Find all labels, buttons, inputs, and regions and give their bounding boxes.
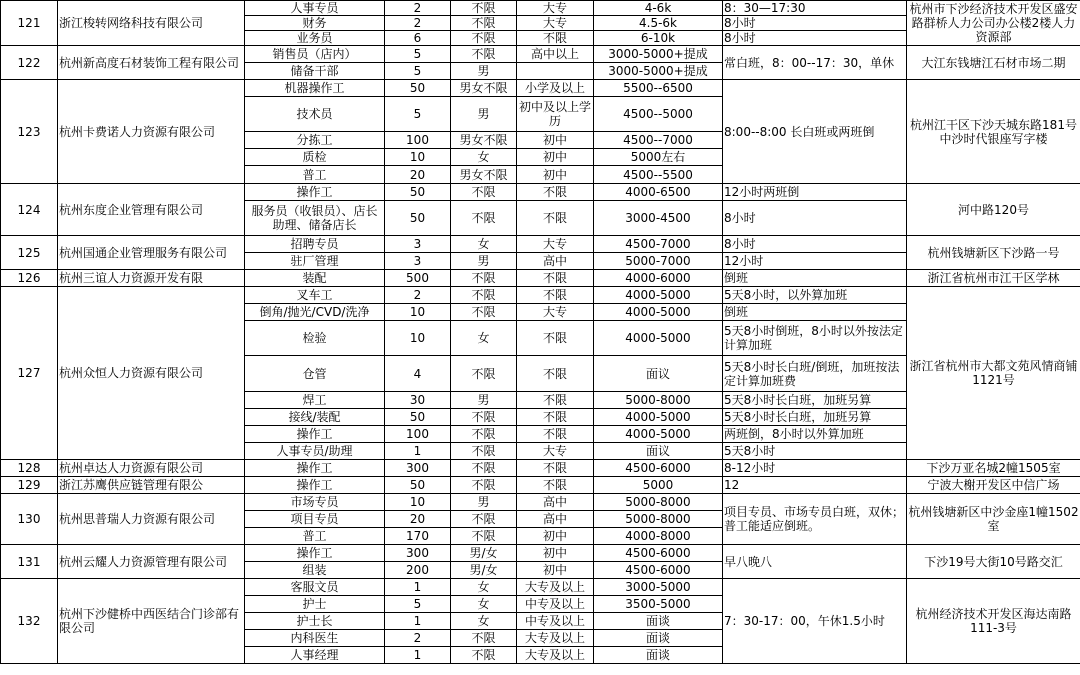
job-position: 普工 <box>245 528 385 545</box>
job-salary: 3000-5000+提成 <box>594 46 723 63</box>
job-sex: 男女不限 <box>451 166 517 184</box>
job-education: 小学及以上 <box>517 80 594 97</box>
work-hours: 项目专员、市场专员白班，双休；普工能适应倒班。 <box>723 494 907 545</box>
job-sex: 不限 <box>451 270 517 287</box>
job-education: 初中 <box>517 132 594 149</box>
job-count: 1 <box>385 579 451 596</box>
job-salary: 4500-7000 <box>594 236 723 253</box>
job-count: 200 <box>385 562 451 579</box>
work-hours: 12小时两班倒 <box>723 184 907 201</box>
job-count: 1 <box>385 443 451 460</box>
job-education: 初中 <box>517 166 594 184</box>
work-hours: 8小时 <box>723 201 907 236</box>
row-number: 125 <box>1 236 58 270</box>
company-name: 杭州思普瑞人力资源有限公司 <box>58 494 245 545</box>
job-position: 机器操作工 <box>245 80 385 97</box>
job-education: 不限 <box>517 409 594 426</box>
job-position: 装配 <box>245 270 385 287</box>
job-position: 操作工 <box>245 477 385 494</box>
company-name: 杭州云耀人力资源管理有限公司 <box>58 545 245 579</box>
job-education: 大专 <box>517 236 594 253</box>
company-name: 杭州国通企业管理服务有限公司 <box>58 236 245 270</box>
company-address: 下沙19号大街10号路交汇 <box>907 545 1080 579</box>
job-salary: 4500--5000 <box>594 97 723 132</box>
job-count: 2 <box>385 16 451 31</box>
job-sex: 不限 <box>451 356 517 392</box>
job-count: 100 <box>385 426 451 443</box>
table-row <box>1 460 1080 477</box>
work-hours: 早八晚八 <box>723 545 907 579</box>
job-position: 财务 <box>245 16 385 31</box>
job-position: 操作工 <box>245 460 385 477</box>
job-sex: 男 <box>451 97 517 132</box>
job-salary: 4.5-6k <box>594 16 723 31</box>
job-count: 50 <box>385 184 451 201</box>
job-position: 接线/装配 <box>245 409 385 426</box>
job-sex: 男女不限 <box>451 80 517 97</box>
table-row <box>1 545 1080 562</box>
job-count: 5 <box>385 596 451 613</box>
job-count: 10 <box>385 304 451 321</box>
row-number: 121 <box>1 1 58 46</box>
job-position: 人事专员/助理 <box>245 443 385 460</box>
job-position: 检验 <box>245 321 385 356</box>
job-position: 储备干部 <box>245 63 385 80</box>
work-hours: 8小时 <box>723 31 907 46</box>
job-sex: 不限 <box>451 409 517 426</box>
row-number: 123 <box>1 80 58 184</box>
work-hours: 倒班 <box>723 270 907 287</box>
job-salary: 4-6k <box>594 1 723 16</box>
job-salary: 4500--5500 <box>594 166 723 184</box>
job-sex: 男 <box>451 63 517 80</box>
job-count: 10 <box>385 321 451 356</box>
job-position: 组装 <box>245 562 385 579</box>
company-address: 大江东钱塘江石材市场二期 <box>907 46 1080 80</box>
job-sex: 男/女 <box>451 545 517 562</box>
job-sex: 不限 <box>451 31 517 46</box>
job-salary: 5000-8000 <box>594 392 723 409</box>
job-position: 驻厂管理 <box>245 253 385 270</box>
job-count: 50 <box>385 477 451 494</box>
job-salary: 面谈 <box>594 647 723 664</box>
company-name: 杭州众恒人力资源有限公司 <box>58 287 245 460</box>
company-address: 河中路120号 <box>907 184 1080 236</box>
job-sex: 不限 <box>451 201 517 236</box>
job-count: 1 <box>385 613 451 630</box>
job-position: 市场专员 <box>245 494 385 511</box>
job-salary: 4000-6500 <box>594 184 723 201</box>
job-education: 高中 <box>517 494 594 511</box>
job-education: 不限 <box>517 31 594 46</box>
job-position: 操作工 <box>245 545 385 562</box>
work-hours: 5天8小时 <box>723 443 907 460</box>
job-sex: 不限 <box>451 304 517 321</box>
row-number: 124 <box>1 184 58 236</box>
company-name: 浙江梭转网络科技有限公司 <box>58 1 245 46</box>
row-number: 129 <box>1 477 58 494</box>
job-education: 初中 <box>517 562 594 579</box>
job-salary: 3500-5000 <box>594 596 723 613</box>
row-number: 132 <box>1 579 58 664</box>
job-salary: 面谈 <box>594 613 723 630</box>
job-position: 内科医生 <box>245 630 385 647</box>
job-salary: 5000-7000 <box>594 253 723 270</box>
row-number: 126 <box>1 270 58 287</box>
job-count: 3 <box>385 253 451 270</box>
job-position: 操作工 <box>245 426 385 443</box>
job-education: 不限 <box>517 184 594 201</box>
company-name: 浙江苏鹰供应链管理有限公 <box>58 477 245 494</box>
job-sex: 男/女 <box>451 562 517 579</box>
table-row <box>1 579 1080 596</box>
job-position: 销售员（店内） <box>245 46 385 63</box>
job-education: 不限 <box>517 392 594 409</box>
job-sex: 不限 <box>451 443 517 460</box>
company-name: 杭州新高度石材装饰工程有限公司 <box>58 46 245 80</box>
job-salary: 面议 <box>594 356 723 392</box>
job-position: 客服文员 <box>245 579 385 596</box>
job-sex: 不限 <box>451 426 517 443</box>
company-address: 杭州钱塘新区中沙金座1幢1502室 <box>907 494 1080 545</box>
company-address: 杭州江干区下沙天城东路181号中沙时代银座写字楼 <box>907 80 1080 184</box>
job-count: 6 <box>385 31 451 46</box>
job-salary: 6-10k <box>594 31 723 46</box>
row-number: 127 <box>1 287 58 460</box>
job-position: 人事经理 <box>245 647 385 664</box>
job-salary: 面议 <box>594 443 723 460</box>
job-salary: 4000-5000 <box>594 304 723 321</box>
job-salary: 4500-6000 <box>594 545 723 562</box>
table-row <box>1 184 1080 201</box>
job-position: 业务员 <box>245 31 385 46</box>
job-salary: 4000-8000 <box>594 528 723 545</box>
job-sex: 不限 <box>451 511 517 528</box>
row-number: 122 <box>1 46 58 80</box>
job-salary: 面谈 <box>594 630 723 647</box>
row-number: 131 <box>1 545 58 579</box>
table-row <box>1 1 1080 16</box>
job-count: 2 <box>385 287 451 304</box>
job-education: 不限 <box>517 201 594 236</box>
job-sex: 男女不限 <box>451 132 517 149</box>
job-education <box>517 63 594 80</box>
job-education: 大专及以上 <box>517 630 594 647</box>
company-address: 浙江省杭州市大都文苑风情商铺1121号 <box>907 287 1080 460</box>
job-sex: 男 <box>451 392 517 409</box>
job-education: 不限 <box>517 270 594 287</box>
job-count: 1 <box>385 647 451 664</box>
table-row <box>1 477 1080 494</box>
work-hours: 5天8小时长白班/倒班，加班按法定计算加班费 <box>723 356 907 392</box>
row-number: 130 <box>1 494 58 545</box>
job-education: 初中 <box>517 545 594 562</box>
job-count: 170 <box>385 528 451 545</box>
job-salary: 5500--6500 <box>594 80 723 97</box>
job-count: 5 <box>385 97 451 132</box>
work-hours: 5天8小时倒班，8小时以外按法定计算加班 <box>723 321 907 356</box>
job-count: 5 <box>385 63 451 80</box>
job-position: 叉车工 <box>245 287 385 304</box>
job-salary: 4500-6000 <box>594 460 723 477</box>
job-education: 大专及以上 <box>517 647 594 664</box>
job-education: 不限 <box>517 287 594 304</box>
work-hours: 8:00--8:00 长白班或两班倒 <box>723 80 907 184</box>
job-position: 质检 <box>245 149 385 166</box>
job-education: 高中 <box>517 253 594 270</box>
job-count: 10 <box>385 494 451 511</box>
job-count: 500 <box>385 270 451 287</box>
job-position: 普工 <box>245 166 385 184</box>
job-salary: 5000 <box>594 477 723 494</box>
job-education: 中专及以上 <box>517 613 594 630</box>
job-education: 不限 <box>517 460 594 477</box>
job-education: 高中以上 <box>517 46 594 63</box>
work-hours: 8：30—17:30 <box>723 1 907 16</box>
job-sex: 不限 <box>451 46 517 63</box>
job-education: 大专 <box>517 443 594 460</box>
job-salary: 4000-5000 <box>594 321 723 356</box>
work-hours: 8小时 <box>723 16 907 31</box>
job-salary: 4000-6000 <box>594 270 723 287</box>
job-position: 服务员（收银员）、店长助理、储备店长 <box>245 201 385 236</box>
table-row <box>1 287 1080 304</box>
job-count: 300 <box>385 460 451 477</box>
job-sex: 不限 <box>451 1 517 16</box>
company-name: 杭州卓达人力资源有限公司 <box>58 460 245 477</box>
job-salary: 3000-5000 <box>594 579 723 596</box>
job-sex: 女 <box>451 149 517 166</box>
company-name: 杭州卡费诺人力资源有限公司 <box>58 80 245 184</box>
company-name: 杭州东度企业管理有限公司 <box>58 184 245 236</box>
table-row <box>1 46 1080 63</box>
job-sex: 不限 <box>451 460 517 477</box>
job-count: 30 <box>385 392 451 409</box>
job-salary: 3000-5000+提成 <box>594 63 723 80</box>
company-address: 杭州钱塘新区下沙路一号 <box>907 236 1080 270</box>
job-education: 不限 <box>517 321 594 356</box>
job-position: 招聘专员 <box>245 236 385 253</box>
job-position: 仓管 <box>245 356 385 392</box>
job-sex: 女 <box>451 236 517 253</box>
job-count: 100 <box>385 132 451 149</box>
job-education: 大专 <box>517 16 594 31</box>
job-position: 项目专员 <box>245 511 385 528</box>
job-education: 初中及以上学历 <box>517 97 594 132</box>
job-sex: 女 <box>451 596 517 613</box>
job-count: 300 <box>385 545 451 562</box>
job-position: 倒角/抛光/CVD/洗净 <box>245 304 385 321</box>
job-position: 操作工 <box>245 184 385 201</box>
work-hours: 倒班 <box>723 304 907 321</box>
job-count: 2 <box>385 630 451 647</box>
job-sex: 女 <box>451 613 517 630</box>
work-hours: 12 <box>723 477 907 494</box>
job-sex: 女 <box>451 579 517 596</box>
job-education: 大专及以上 <box>517 579 594 596</box>
job-salary: 4500--7000 <box>594 132 723 149</box>
work-hours: 5天8小时，以外算加班 <box>723 287 907 304</box>
job-count: 3 <box>385 236 451 253</box>
job-salary: 3000-4500 <box>594 201 723 236</box>
job-count: 5 <box>385 46 451 63</box>
company-address: 杭州市下沙经济技术开发区盛安路群桥人力公司办公楼2楼人力资源部 <box>907 1 1080 46</box>
company-name: 杭州下沙健桥中西医结合门诊部有限公司 <box>58 579 245 664</box>
job-education: 高中 <box>517 511 594 528</box>
job-salary: 4000-5000 <box>594 426 723 443</box>
work-hours: 5天8小时长白班，加班另算 <box>723 392 907 409</box>
job-position: 人事专员 <box>245 1 385 16</box>
job-sex: 不限 <box>451 477 517 494</box>
job-education: 大专 <box>517 304 594 321</box>
company-name: 杭州三谊人力资源开发有限 <box>58 270 245 287</box>
job-count: 4 <box>385 356 451 392</box>
job-position: 护士长 <box>245 613 385 630</box>
work-hours: 8小时 <box>723 236 907 253</box>
work-hours: 7：30-17：00，午休1.5小时 <box>723 579 907 664</box>
company-address: 下沙万亚名城2幢1505室 <box>907 460 1080 477</box>
table-row <box>1 494 1080 511</box>
job-education: 不限 <box>517 477 594 494</box>
job-sex: 不限 <box>451 528 517 545</box>
job-sex: 男 <box>451 253 517 270</box>
row-number: 128 <box>1 460 58 477</box>
job-count: 2 <box>385 1 451 16</box>
job-count: 20 <box>385 166 451 184</box>
job-salary: 4500-6000 <box>594 562 723 579</box>
job-salary: 5000-8000 <box>594 494 723 511</box>
work-hours: 两班倒，8小时以外算加班 <box>723 426 907 443</box>
work-hours: 8-12小时 <box>723 460 907 477</box>
table-row <box>1 80 1080 97</box>
job-education: 中专及以上 <box>517 596 594 613</box>
job-education: 大专 <box>517 1 594 16</box>
job-position: 分拣工 <box>245 132 385 149</box>
job-sex: 男 <box>451 494 517 511</box>
job-sex: 不限 <box>451 647 517 664</box>
job-education: 不限 <box>517 426 594 443</box>
table-body <box>1 1 1080 664</box>
job-education: 初中 <box>517 528 594 545</box>
job-sex: 女 <box>451 321 517 356</box>
job-sex: 不限 <box>451 16 517 31</box>
work-hours: 5天8小时长白班，加班另算 <box>723 409 907 426</box>
job-sex: 不限 <box>451 630 517 647</box>
table-row <box>1 270 1080 287</box>
company-address: 浙江省杭州市江干区学林 <box>907 270 1080 287</box>
job-education: 初中 <box>517 149 594 166</box>
job-position: 护士 <box>245 596 385 613</box>
company-address: 宁波大榭开发区中信广场 <box>907 477 1080 494</box>
table-row <box>1 236 1080 253</box>
job-salary: 4000-5000 <box>594 287 723 304</box>
work-hours: 12小时 <box>723 253 907 270</box>
job-count: 50 <box>385 409 451 426</box>
job-position: 焊工 <box>245 392 385 409</box>
job-count: 20 <box>385 511 451 528</box>
company-address: 杭州经济技术开发区海达南路111-3号 <box>907 579 1080 664</box>
job-salary: 4000-5000 <box>594 409 723 426</box>
job-salary: 5000左右 <box>594 149 723 166</box>
job-count: 50 <box>385 80 451 97</box>
job-sex: 不限 <box>451 287 517 304</box>
job-salary: 5000-8000 <box>594 511 723 528</box>
job-count: 50 <box>385 201 451 236</box>
job-education: 不限 <box>517 356 594 392</box>
job-position: 技术员 <box>245 97 385 132</box>
work-hours: 常白班，8：00--17：30，单休 <box>723 46 907 80</box>
job-sex: 不限 <box>451 184 517 201</box>
job-count: 10 <box>385 149 451 166</box>
